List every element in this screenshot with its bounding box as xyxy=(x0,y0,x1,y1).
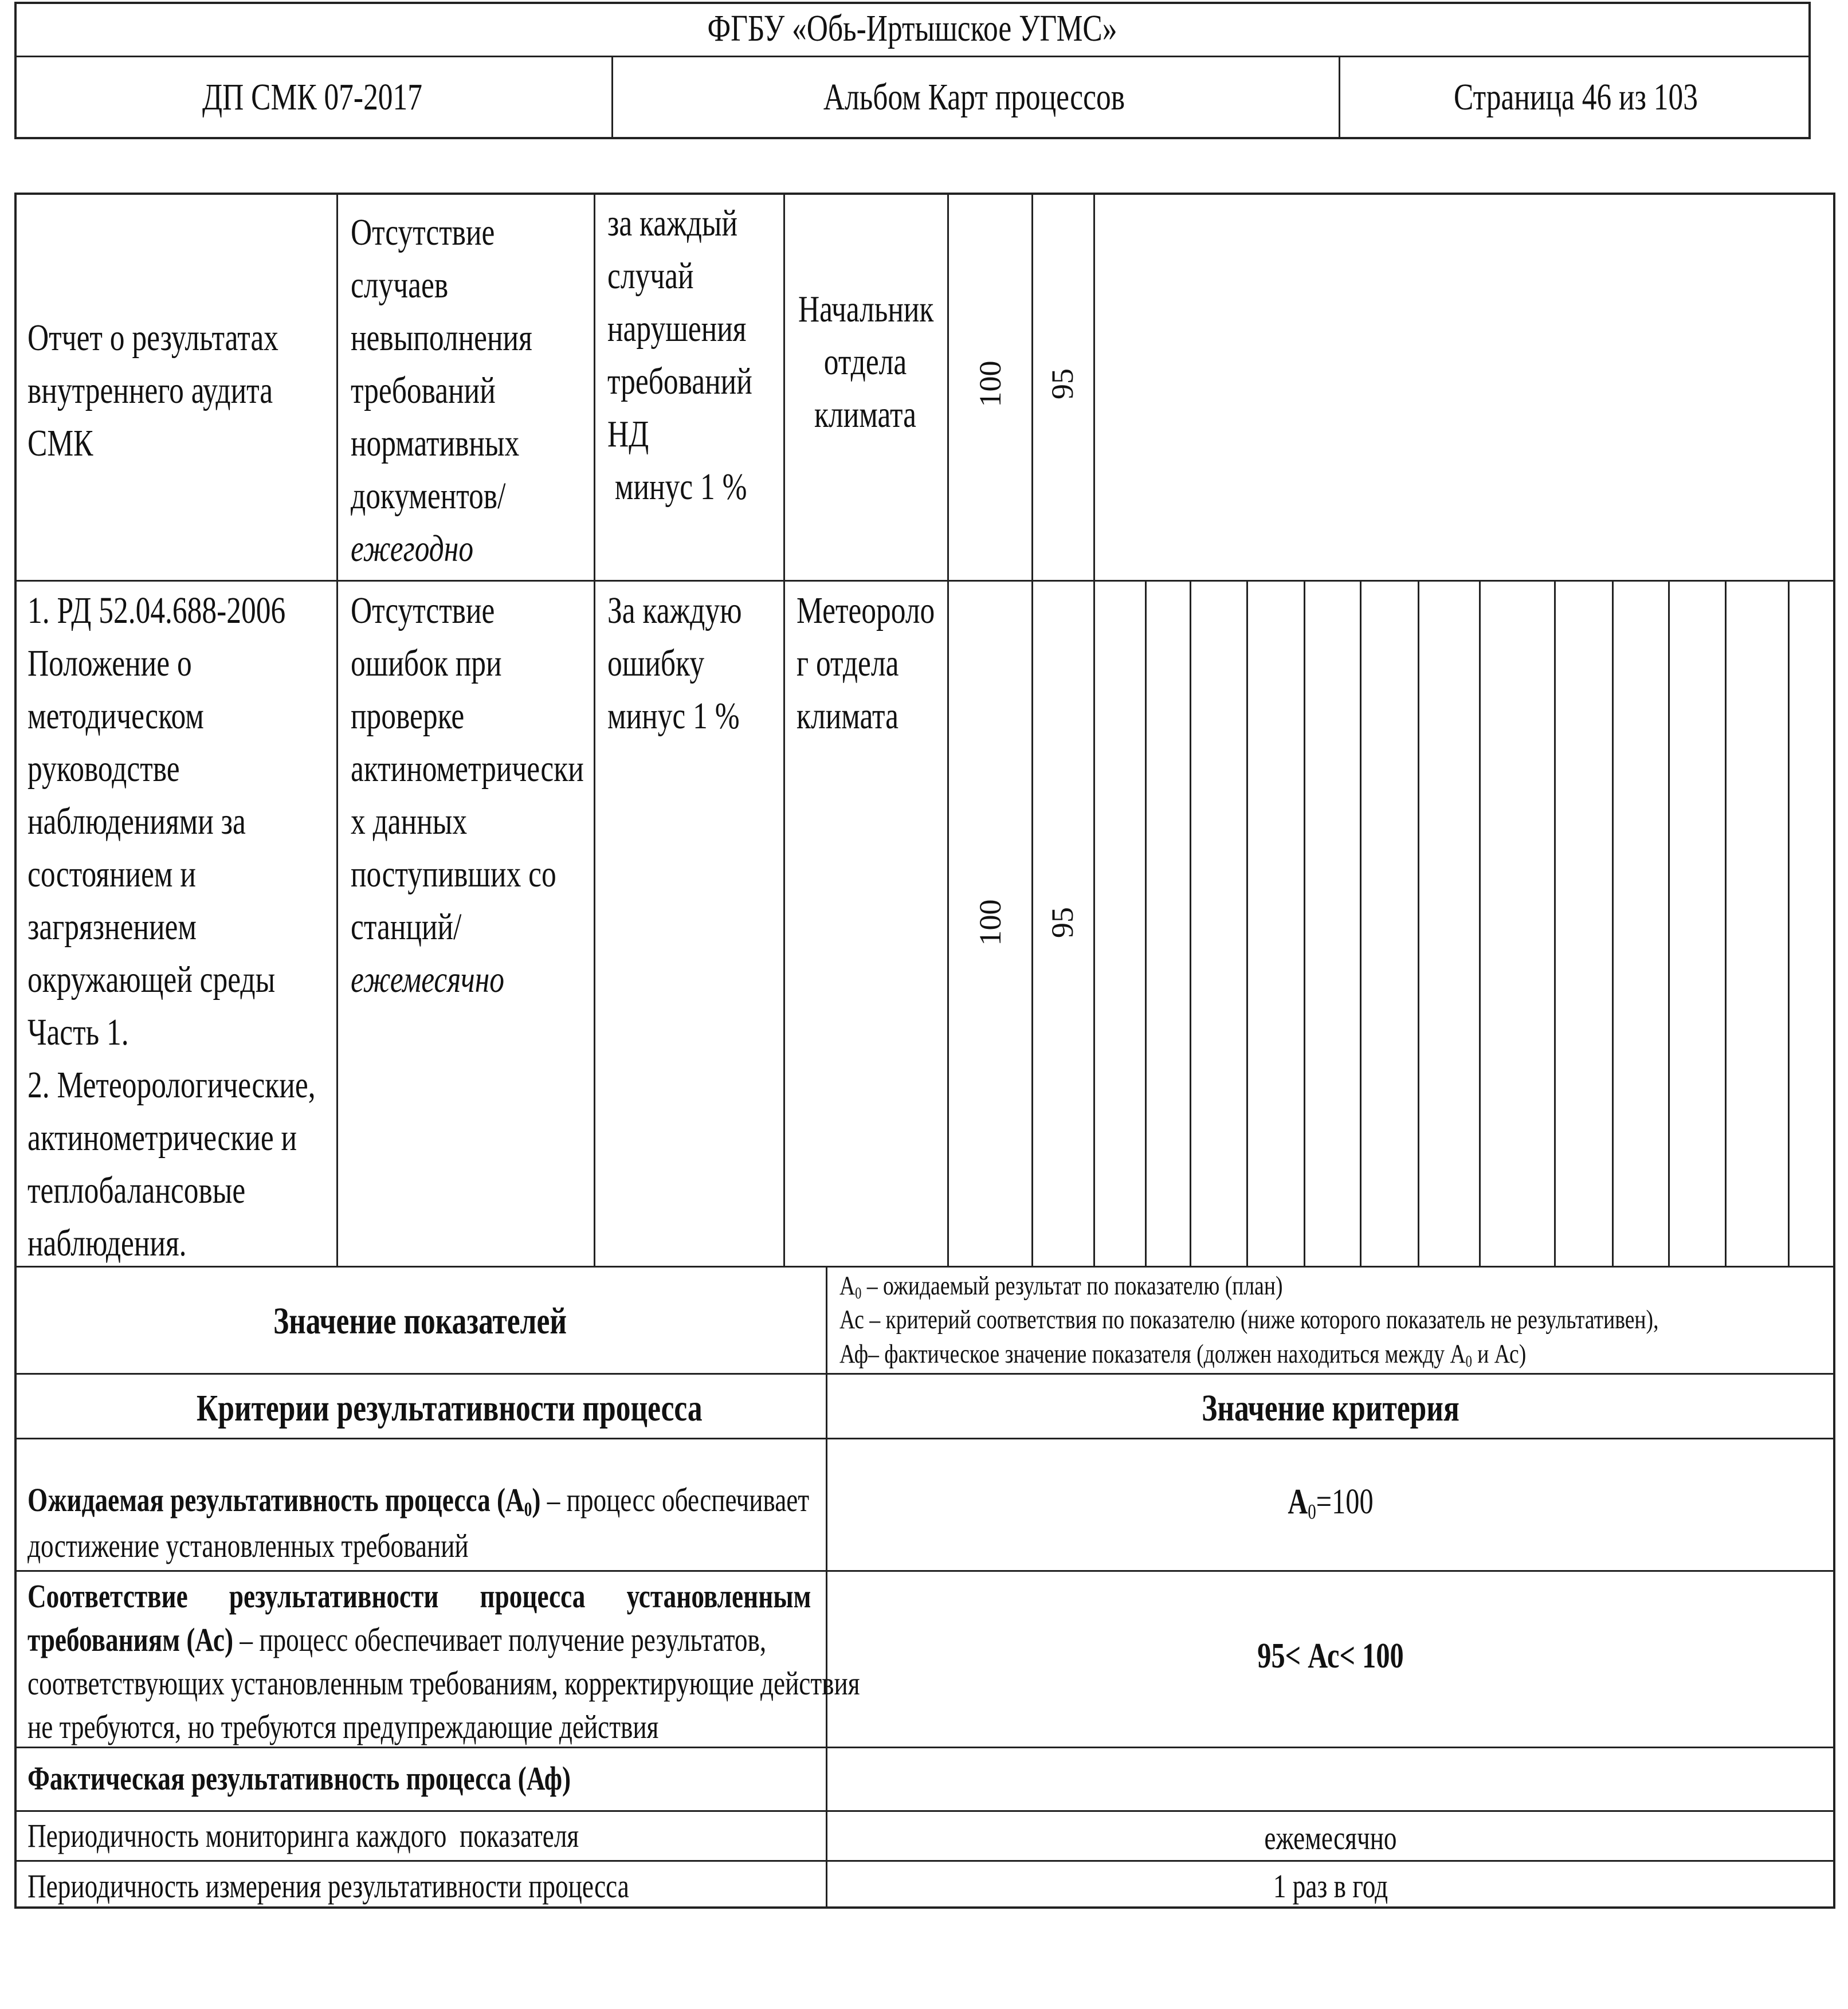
criteria-expected-rest: – процесс обеспечивает xyxy=(540,1481,810,1518)
row2-ac-value: 95 xyxy=(1045,907,1080,938)
row2-indicator-line: ошибок при xyxy=(351,642,502,684)
row1-indicator-line: требований xyxy=(351,370,496,411)
row1-indicator-line: случаев xyxy=(351,264,449,306)
row2-indicator-line: станций/ xyxy=(351,906,462,948)
row1-indicator-line: нормативных xyxy=(351,422,520,464)
row2-frequency: ежемесячно xyxy=(351,959,504,1000)
row1-penalty-line: НД xyxy=(607,413,649,455)
criteria-measurement-value: 1 раз в год xyxy=(1273,1867,1388,1905)
criteria-expected-line2: достижение установленных требований xyxy=(28,1527,469,1564)
row-divider-7 xyxy=(14,1810,1835,1812)
row2-penalty-line: За каждую xyxy=(607,590,742,631)
row-divider-2 xyxy=(14,1266,1835,1268)
row1-penalty-line: за каждый xyxy=(607,202,738,244)
criteria-expected-bold-text: Ожидаемая результативность процесса (А xyxy=(28,1481,524,1518)
month-col-3 xyxy=(1246,580,1248,1268)
row2-responsible-line: климата xyxy=(797,695,899,737)
row1-responsible-line: отдела xyxy=(823,341,907,383)
legend-ac-text: – критерий соответствия по показателю (ниже которого показатель не результативен), xyxy=(864,1305,1659,1335)
month-col-11 xyxy=(1725,580,1727,1268)
criteria-expected-value-sub: 0 xyxy=(1308,1500,1316,1524)
row1-doc-line: внутреннего аудита xyxy=(28,370,273,411)
row-divider-8 xyxy=(14,1860,1835,1862)
criteria-compliance-bold: требованиям (Ас) xyxy=(28,1621,234,1658)
row2-indicator-line: поступивших со xyxy=(351,853,556,895)
row1-ac-value: 95 xyxy=(1045,368,1080,399)
month-col-5 xyxy=(1360,580,1362,1268)
row2-indicator-line: х данных xyxy=(351,801,468,842)
header-col-divider-2 xyxy=(1339,56,1340,139)
criteria-compliance-value: 95< Ас< 100 xyxy=(1257,1637,1404,1676)
criteria-expected-bold-close: ) xyxy=(532,1481,541,1518)
row2-doc-line: теплобалансовые xyxy=(28,1170,246,1211)
row1-doc-line: СМК xyxy=(28,422,93,464)
col-divider-6 xyxy=(1093,193,1095,1268)
row2-indicator-line: актинометрически xyxy=(351,748,584,790)
legend-af xyxy=(839,1336,1526,1380)
row1-frequency: ежегодно xyxy=(351,528,474,570)
row2-doc-line: наблюдениями за xyxy=(28,801,246,842)
lower-col-divider xyxy=(826,1266,827,1909)
legend-af-sym: Аф xyxy=(839,1339,869,1369)
row1-responsible-line: Начальник xyxy=(798,288,934,330)
criteria-actual-label: Фактическая результативность процесса (Аф) xyxy=(28,1760,571,1797)
criteria-compliance-line3: соответствующих установленным требованиям, корректирующие действия xyxy=(28,1665,860,1702)
legend-af-sub: 0 xyxy=(1465,1353,1472,1371)
row2-responsible-line: Метеороло xyxy=(797,590,935,631)
row2-indicator-line: проверке xyxy=(351,695,465,737)
criteria-monitoring-value: ежемесячно xyxy=(1264,1819,1397,1857)
criteria-expected-value xyxy=(1107,1480,1554,1534)
document-title: Альбом Карт процессов xyxy=(823,76,1125,118)
row1-penalty-line: минус 1 % xyxy=(607,466,747,508)
header-col-divider-1 xyxy=(611,56,613,139)
criteria-header-left: Критерии результативности процесса xyxy=(197,1387,703,1429)
criteria-compliance-line4: не требуются, но требуются предупреждающие действия xyxy=(28,1708,659,1745)
row2-penalty-line: минус 1 % xyxy=(607,695,740,737)
criteria-expected-bold-sub: 0 xyxy=(524,1498,532,1521)
row-divider-4 xyxy=(14,1438,1835,1439)
col-divider-1 xyxy=(336,193,338,1268)
month-col-10 xyxy=(1668,580,1670,1268)
legend-a0-sym: А xyxy=(839,1271,856,1301)
criteria-header-right: Значение критерия xyxy=(1202,1387,1459,1429)
criteria-compliance-rest: – процесс обеспечивает получение результатов, xyxy=(233,1621,767,1658)
row1-doc-line: Отчет о результатах xyxy=(28,317,278,359)
row2-doc-line: загрязнением xyxy=(28,906,197,948)
row2-doc-line: актинометрические и xyxy=(28,1117,297,1159)
row2-doc-line: 1. РД 52.04.688-2006 xyxy=(28,590,286,631)
row2-doc-line: состоянием и xyxy=(28,853,196,895)
row2-doc-line: 2. Метеорологические, xyxy=(28,1064,316,1106)
row1-responsible-line: климата xyxy=(814,394,916,435)
document-code: ДП СМК 07-2017 xyxy=(202,76,423,118)
month-col-2 xyxy=(1190,580,1191,1268)
month-col-6 xyxy=(1418,580,1419,1268)
page-number: Страница 46 из 103 xyxy=(1453,76,1698,118)
row1-penalty-line: нарушения xyxy=(607,308,747,350)
month-col-12 xyxy=(1788,580,1790,1268)
row1-indicator-line: документов/ xyxy=(351,475,506,517)
criteria-expected-value-sym: А xyxy=(1288,1482,1308,1521)
row2-penalty-line: ошибку xyxy=(607,642,705,684)
row-divider-5 xyxy=(14,1570,1835,1572)
criteria-expected-line1 xyxy=(28,1478,809,1532)
month-col-8 xyxy=(1554,580,1556,1268)
criteria-measurement-label: Периодичность измерения результативности процесса xyxy=(28,1867,629,1905)
legend-af-text: – фактическое значение показателя (должен находиться между А xyxy=(868,1339,1466,1369)
row2-doc-line: Часть 1. xyxy=(28,1011,129,1053)
row-divider-1 xyxy=(14,580,1835,582)
row1-indicator-line: Отсутствие xyxy=(351,211,495,253)
organization-name: ФГБУ «Обь-Иртышское УГМС» xyxy=(707,7,1117,49)
row2-responsible-line: г отдела xyxy=(797,642,899,684)
row1-penalty-line: требований xyxy=(607,360,752,402)
row1-penalty-line: случай xyxy=(607,255,694,297)
row2-doc-line: окружающей среды xyxy=(28,959,276,1000)
criteria-expected-value-rest: =100 xyxy=(1316,1482,1374,1521)
row2-doc-line: наблюдения. xyxy=(28,1222,187,1264)
legend-a0-text: – ожидаемый результат по показателю (план) xyxy=(861,1271,1283,1301)
legend-ac-sym: Ас xyxy=(839,1305,864,1335)
row2-doc-line: Положение о xyxy=(28,642,192,684)
criteria-compliance-line1: Соответствие результативности процесса установленным xyxy=(28,1578,811,1615)
row1-indicator-line: невыполнения xyxy=(351,317,532,359)
criteria-compliance-line2 xyxy=(28,1618,766,1662)
row2-a0-value: 100 xyxy=(973,899,1007,946)
col-divider-4 xyxy=(947,193,949,1268)
month-col-7 xyxy=(1479,580,1481,1268)
row2-indicator-line: Отсутствие xyxy=(351,590,495,631)
col-divider-3 xyxy=(783,193,785,1268)
col-divider-5 xyxy=(1031,193,1033,1268)
month-col-9 xyxy=(1612,580,1614,1268)
month-col-1 xyxy=(1145,580,1147,1268)
criteria-expected-bold xyxy=(28,1481,541,1521)
row2-doc-line: методическом xyxy=(28,695,204,737)
legend-a0-sub: 0 xyxy=(855,1285,862,1303)
col-divider-2 xyxy=(594,193,595,1268)
row1-a0-value: 100 xyxy=(973,360,1007,407)
criteria-monitoring-label: Периодичность мониторинга каждого показателя xyxy=(28,1817,579,1854)
header-divider xyxy=(14,56,1811,57)
month-col-4 xyxy=(1304,580,1305,1268)
legend-ac xyxy=(839,1302,1658,1337)
indicators-title: Значение показателей xyxy=(273,1300,567,1342)
legend-af-tail: и Ас) xyxy=(1472,1339,1527,1369)
row2-doc-line: руководстве xyxy=(28,748,180,790)
